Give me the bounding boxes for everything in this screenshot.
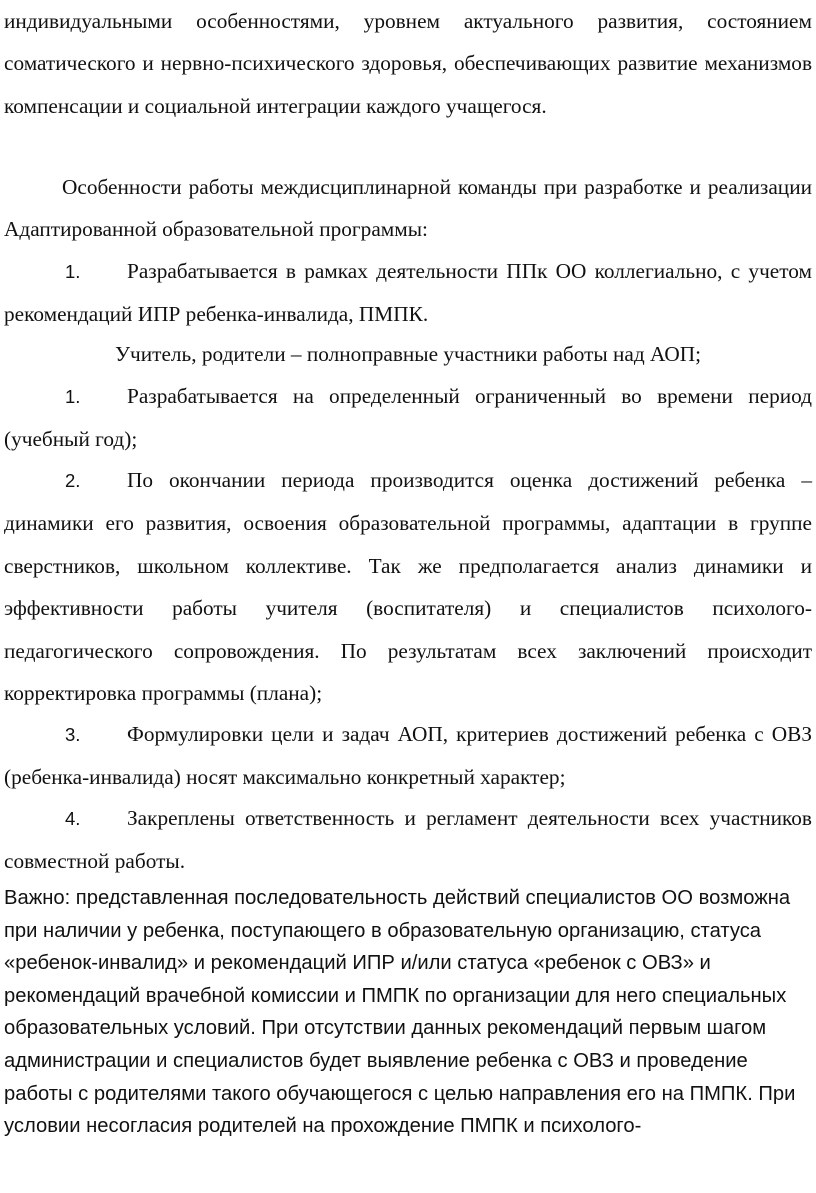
list-item-goals: [0, 713, 816, 799]
list-number: 3.: [65, 724, 81, 745]
list-item-text: Разрабатывается в рамках деятельности ППк ОО коллегиально, с учетом рекомендаций ИПР ребенка-инвалида, ПМПК.: [4, 259, 812, 327]
list-item-period: [0, 375, 816, 461]
list-item-text: Формулировки цели и задач АОП, критериев достижений ребенка с ОВЗ (ребенка-инвалида) носят максимально конкретный характер;: [4, 722, 812, 790]
list-number: 4.: [65, 808, 81, 829]
list-item-text: По окончании периода производится оценка достижений ребенка – динамики его развития, освоения образовательной программы, адаптации в группе сверстников, школьном коллективе. Так же предполагается анализ динамики и эффективности работы учителя (воспитателя) и специалистов психолого-педагогического сопровождения. По результатам всех заключений происходит корректировка программы (плана);: [4, 468, 812, 706]
list-number: 1.: [65, 261, 81, 282]
list-item-text: Разрабатывается на определенный ограниченный во времени период (учебный год);: [4, 384, 812, 452]
paragraph-participants: Учитель, родители – полноправные участники работы над АОП;: [114, 342, 702, 366]
paragraph-team-features: Особенности работы междисциплинарной команды при разработке и реализации Адаптированной образовательной программы:: [4, 175, 812, 242]
paragraph-important-note: Важно: представленная последовательность действий специалистов ОО возможна при наличии у ребенка, поступающего в образовательную организацию, статуса «ребенок-инвалид» и рекомендаций ИПР и/или статуса «ребенок с ОВЗ» и рекомендаций врачебной комиссии и ПМПК по организации для него специальных образовательных условий. При отсутствии данных рекомендаций первым шагом администрации и специалистов будет выявление ребенка с ОВЗ и проведение работы с родителями такого обучающегося с целью направления его на ПМПК. При условии несогласия родителей на прохождение ПМПК и психолого-: [4, 887, 796, 1138]
list-number: 2.: [65, 470, 81, 491]
list-item-collegial: [0, 250, 816, 336]
paragraph-intro-continuation: индивидуальными особенностями, уровнем актуального развития, состоянием соматического и нервно-психического здоровья, обеспечивающих развитие механизмов компенсации и социальной интеграции каждого учащегося.: [4, 9, 812, 118]
list-item-assessment: [0, 459, 816, 714]
list-item-responsibility: [0, 797, 816, 883]
list-number: 1.: [65, 386, 81, 407]
list-item-text: Закреплены ответственность и регламент деятельности всех участников совместной работы.: [4, 806, 812, 874]
